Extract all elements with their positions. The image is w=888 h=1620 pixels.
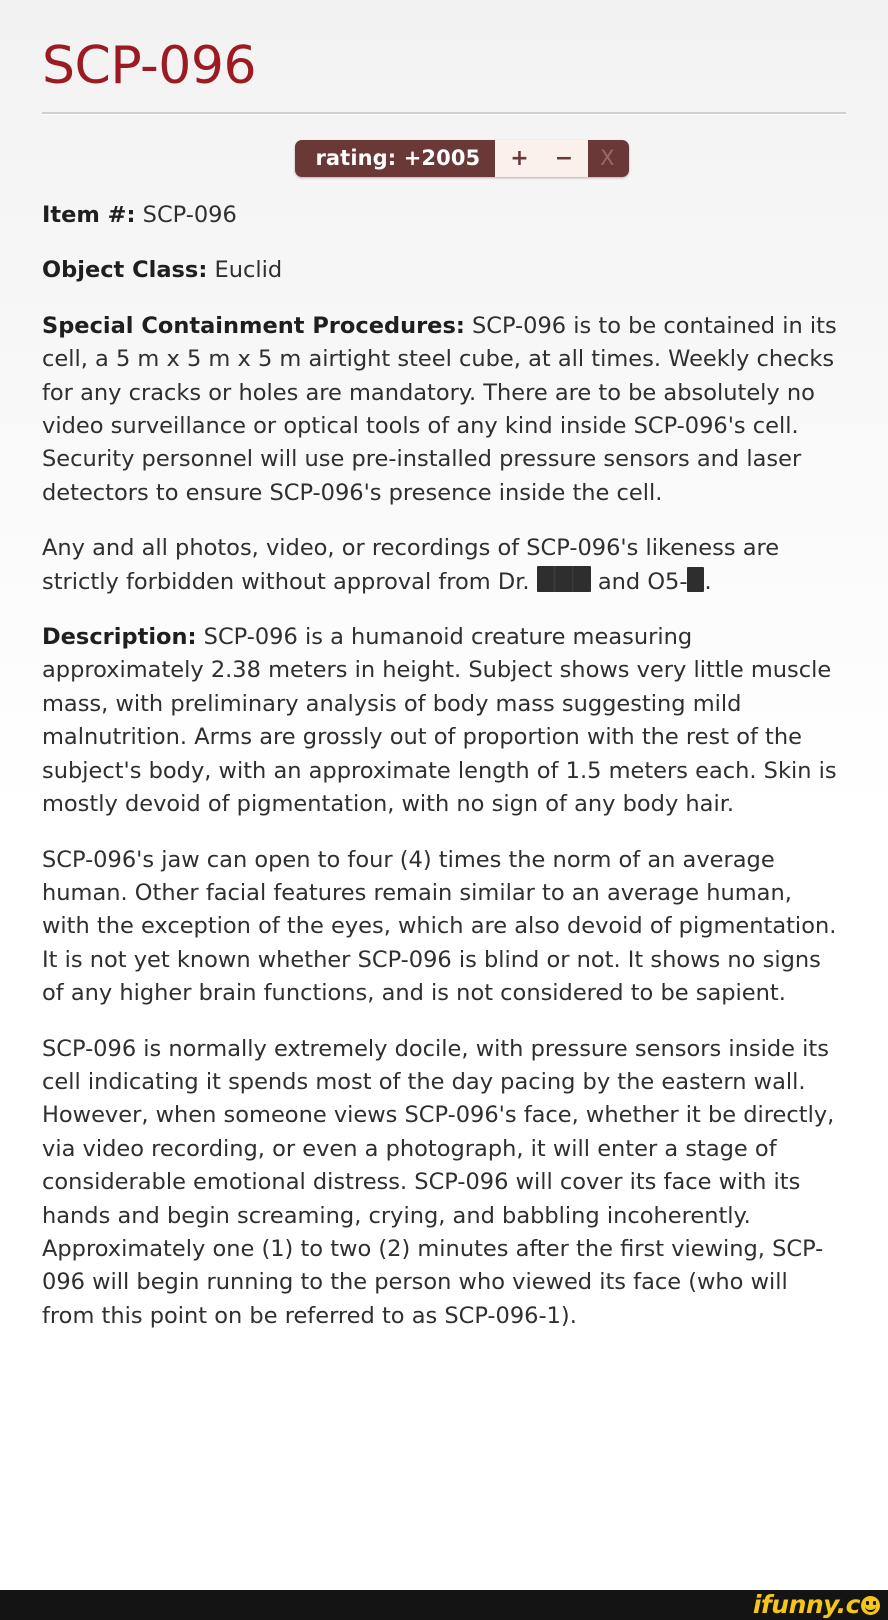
page-header: [0, 0, 888, 114]
redaction-block-o5-number: [687, 567, 704, 592]
cancel-vote-button[interactable]: X: [600, 146, 615, 170]
redaction-block-doctor-name: [537, 566, 591, 592]
photo-restriction-text-part1: Any and all photos, video, or recordings of SCP-096's likeness are strictly forbidden without approval from Dr.: [42, 535, 780, 595]
smiley-face-icon: [861, 1596, 880, 1615]
jaw-paragraph: SCP-096's jaw can open to four (4) times the norm of an average human. Other facial features remain similar to an average human, with the exception of the eyes, which are also devoid of pigmentation. It is not yet known whether SCP-096 is blind or not. It shows no signs of any higher brain functions, and is not considered to be sapient.: [42, 846, 837, 1007]
object-class-value: Euclid: [207, 257, 283, 284]
article-body: [0, 199, 888, 1333]
rating-row: [0, 140, 888, 177]
upvote-button[interactable]: +: [510, 146, 529, 171]
page-title: SCP-096: [42, 36, 257, 96]
behavior-paragraph: SCP-096 is normally extremely docile, with pressure sensors inside its cell indicating it spends most of the day pacing by the eastern wall. However, when someone views SCP-096's face, whether it be directly, via video recording, or even a photograph, it will enter a stage of considerable emotional distress. SCP-096 will cover its face with its hands and begin screaming, crying, and babbling incoherently. Approximately one (1) to two (2) minutes after the first viewing, SCP-096 will begin running to the person who viewed its face (who will from this point on be referred to as SCP-096-1).: [42, 1035, 835, 1329]
rating-vote-buttons[interactable]: [495, 140, 588, 177]
item-number-label: Item #:: [42, 202, 136, 228]
rating-value-label: rating: +2005: [315, 146, 481, 170]
object-class-line: [42, 254, 846, 287]
downvote-button[interactable]: −: [554, 146, 574, 171]
containment-procedures-label: Special Containment Procedures:: [42, 312, 465, 339]
item-number-value: SCP-096: [135, 202, 237, 228]
containment-procedures-text: SCP-096 is to be contained in its cell, a 5 m x 5 m x 5 m airtight steel cube, at all times. Weekly checks for any cracks or holes are mandatory. There are to be absolutely no video surveillance or optical tools of any kind inside SCP-096's cell. Security personnel will use pre-installed pressure sensors and laser detectors to ensure SCP-096's presence inside the cell.: [42, 312, 837, 506]
rating-widget[interactable]: [295, 140, 628, 177]
object-class-label: Object Class:: [42, 257, 208, 284]
ifunny-watermark-bar: [0, 1590, 888, 1620]
photo-restriction-text-part2: and O5-: [590, 568, 688, 595]
photo-restriction-paragraph: [42, 532, 846, 599]
title-divider: [42, 112, 846, 114]
description-paragraph: [42, 621, 846, 821]
description-text: SCP-096 is a humanoid creature measuring approximately 2.38 meters in height. Subject shows very little muscle mass, with preliminary analysis of body mass suggesting mild malnutrition. Arms are grossly out of proportion with the rest of the subject's body, with an approximate length of 1.5 meters each. Skin is mostly devoid of pigmentation, with no sign of any body hair.: [42, 624, 837, 818]
description-label: Description:: [42, 624, 197, 651]
watermark-text: ifunny.c: [752, 1590, 860, 1619]
containment-procedures-paragraph: [42, 310, 846, 510]
item-number-line: [42, 199, 846, 232]
photo-restriction-text-part3: .: [704, 568, 712, 595]
